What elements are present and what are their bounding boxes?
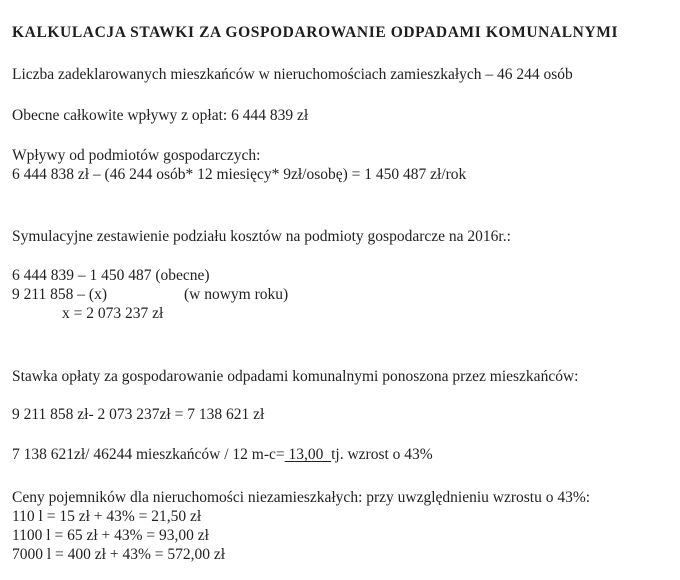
business-income-heading: Wpływy od podmiotów gospodarczych:	[12, 147, 261, 164]
containers-heading: Ceny pojemników dla nieruchomości niezamieszkałych: przy uwzględnieniu wzrostu o 43%:	[12, 489, 591, 506]
simulation-heading: Symulacyjne zestawienie podziału kosztów na podmioty gospodarcze na 2016r.:	[12, 228, 511, 245]
rate-value-underlined: 13,00	[284, 446, 332, 463]
simulation-row-current: 6 444 839 – 1 450 487 (obecne)	[12, 267, 210, 284]
simulation-row-new-value: 9 211 858 – (x)	[12, 286, 107, 303]
simulation-result: x = 2 073 237 zł	[62, 305, 164, 322]
simulation-row-new-note: (w nowym roku)	[184, 286, 289, 303]
container-price-1100l: 1100 l = 65 zł + 43% = 93,00 zł	[12, 527, 209, 544]
document-title: KALKULACJA STAWKI ZA GOSPODAROWANIE ODPADAMI KOMUNALNYMI	[12, 24, 619, 41]
container-price-7000l: 7000 l = 400 zł + 43% = 572,00 zł	[12, 546, 226, 563]
rate-calculation-2-prefix: 7 138 621zł/ 46244 mieszkańców / 12 m-c=	[12, 446, 285, 463]
rate-calculation-1: 9 211 858 zł- 2 073 237zł = 7 138 621 zł	[12, 406, 265, 423]
simulation-row-new	[12, 286, 412, 304]
rate-calculation-2	[12, 446, 433, 464]
rate-calculation-2-suffix: tj. wzrost o 43%	[331, 446, 433, 463]
rate-heading: Stawka opłaty za gospodarowanie odpadami komunalnymi ponoszona przez mieszkańców:	[12, 368, 579, 385]
container-price-110l: 110 l = 15 zł + 43% = 21,50 zł	[12, 508, 202, 525]
business-income-formula: 6 444 838 zł – (46 244 osób* 12 miesięcy* 9zł/osobę) = 1 450 487 zł/rok	[12, 166, 467, 183]
residents-count-line: Liczba zadeklarowanych mieszkańców w nieruchomościach zamieszkałych – 46 244 osób	[12, 66, 573, 83]
current-income-line: Obecne całkowite wpływy z opłat: 6 444 839 zł	[12, 107, 309, 124]
